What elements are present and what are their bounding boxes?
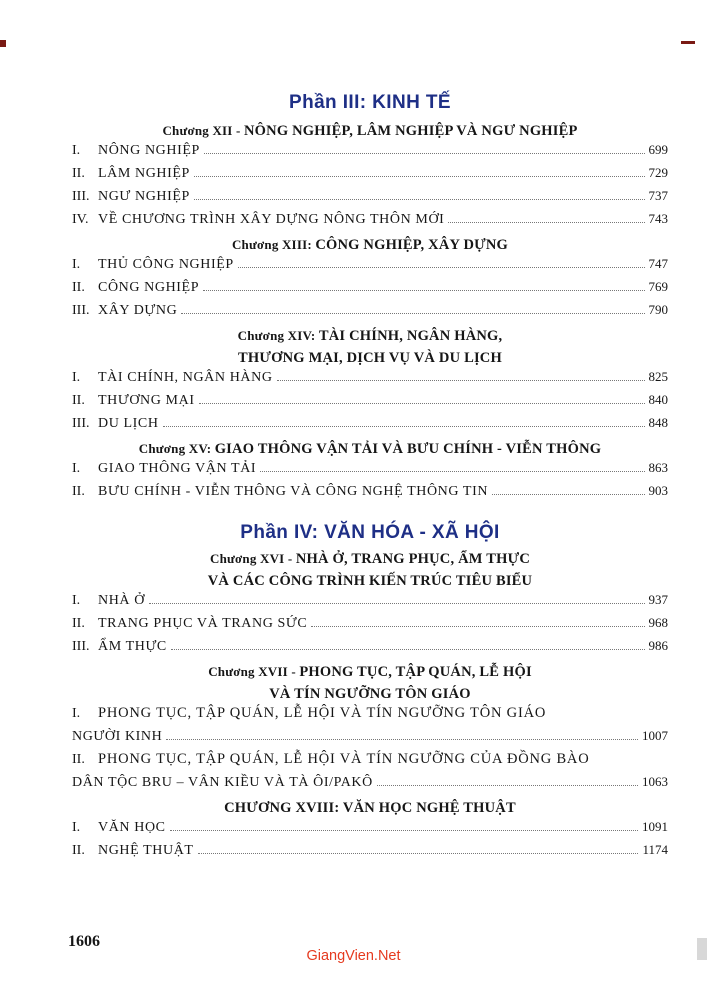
toc-entry[interactable] — [72, 279, 668, 302]
entry-number: II. — [72, 616, 85, 631]
entry-number: II. — [72, 280, 85, 295]
chapter-title: VÀ CÁC CÔNG TRÌNH KIẾN TRÚC TIÊU BIỂU — [207, 573, 533, 589]
chapter-title: VÀ TÍN NGƯỠNG TÔN GIÁO — [269, 686, 471, 702]
entry-number: I. — [72, 370, 81, 385]
entry-page-number: 699 — [648, 142, 668, 157]
entry-page-number: 903 — [648, 483, 668, 498]
entry-number: I. — [72, 593, 81, 608]
toc-entry[interactable] — [72, 592, 668, 615]
chapter-title: TÀI CHÍNH, NGÂN HÀNG, — [318, 328, 503, 344]
entry-number: II. — [72, 166, 85, 181]
toc-entry[interactable] — [72, 483, 668, 506]
entry-title: VỀ CHƯƠNG TRÌNH XÂY DỰNG NÔNG THÔN MỚI — [98, 212, 445, 227]
entry-title: LÂM NGHIỆP — [98, 166, 190, 181]
dot-leader — [198, 853, 639, 854]
entry-page-number: 747 — [648, 256, 668, 271]
dot-leader — [181, 313, 644, 314]
toc-entry[interactable] — [72, 460, 668, 483]
entry-page-number: 1007 — [642, 728, 668, 743]
toc-entry[interactable] — [72, 819, 668, 842]
entry-number: I. — [72, 461, 81, 476]
chapter-title: CÔNG NGHIỆP, XÂY DỰNG — [315, 237, 509, 253]
entry-number: I. — [72, 143, 81, 158]
entry-title: VĂN HỌC — [98, 820, 166, 835]
entry-title: NGƯ NGHIỆP — [98, 189, 190, 204]
dot-leader — [238, 267, 645, 268]
chapter-number: Chương XVI - — [210, 551, 296, 566]
page-edge-mark-right — [681, 41, 695, 44]
entry-page-number: 1091 — [642, 819, 668, 834]
entry-page-number: 729 — [648, 165, 668, 180]
dot-leader — [492, 494, 644, 495]
toc-entry[interactable] — [72, 256, 668, 279]
chapter-title: THƯƠNG MẠI, DỊCH VỤ VÀ DU LỊCH — [238, 350, 502, 366]
entry-number: III. — [72, 639, 90, 654]
entry-title: NHÀ Ở — [98, 593, 145, 608]
chapter-title: NÔNG NGHIỆP, LÂM NGHIỆP VÀ NGƯ NGHIỆP — [244, 123, 578, 139]
toc-entry[interactable] — [72, 142, 668, 165]
entry-page-number: 825 — [648, 369, 668, 384]
chapter-heading-continued — [72, 347, 668, 369]
chapter-heading-continued — [72, 570, 668, 592]
part-title: Phần III: KINH TẾ — [289, 92, 451, 113]
dot-leader — [448, 222, 644, 223]
entry-title: GIAO THÔNG VẬN TẢI — [98, 461, 257, 476]
entry-number: II. — [72, 843, 85, 858]
entry-title: THỦ CÔNG NGHIỆP — [98, 257, 234, 272]
dot-leader — [199, 403, 645, 404]
toc-entry[interactable] — [72, 751, 668, 774]
dot-leader — [166, 739, 638, 740]
entry-page-number: 968 — [648, 615, 668, 630]
page-number: 1606 — [68, 933, 100, 950]
table-of-contents — [72, 90, 668, 865]
toc-entry-continued[interactable] — [72, 774, 668, 797]
entry-title: PHONG TỤC, TẬP QUÁN, LỄ HỘI VÀ TÍN NGƯỠNG TÔN GIÁO — [98, 705, 547, 721]
entry-title: XÂY DỰNG — [98, 303, 178, 318]
entry-page-number: 937 — [648, 592, 668, 607]
entry-number: II. — [72, 484, 85, 499]
toc-entry[interactable] — [72, 392, 668, 415]
chapter-number: Chương XVII - — [208, 664, 300, 679]
page-edge-mark-left — [0, 40, 6, 47]
entry-title: TRANG PHỤC VÀ TRANG SỨC — [98, 616, 308, 631]
chapter-heading-continued — [72, 683, 668, 705]
chapter-heading — [72, 661, 668, 683]
dot-leader — [171, 649, 645, 650]
entry-title: DU LỊCH — [98, 416, 159, 431]
entry-title: DÂN TỘC BRU – VÂN KIỀU VÀ TÀ ÔI/PAKÔ — [72, 775, 373, 790]
entry-page-number: 986 — [648, 638, 668, 653]
entry-number: II. — [72, 393, 85, 408]
entry-number: II. — [72, 752, 85, 767]
entry-page-number: 737 — [648, 188, 668, 203]
entry-title: ẨM THỰC — [98, 639, 167, 654]
entry-page-number: 743 — [648, 211, 668, 226]
entry-number: I. — [72, 706, 81, 721]
watermark: GiangVien.Net — [306, 948, 401, 964]
entry-number: III. — [72, 189, 90, 204]
entry-title: PHONG TỤC, TẬP QUÁN, LỄ HỘI VÀ TÍN NGƯỠNG CỦA ĐỒNG BÀO — [98, 751, 590, 767]
part-title: Phần IV: VĂN HÓA - XÃ HỘI — [240, 522, 500, 543]
chapter-heading — [72, 438, 668, 460]
dot-leader — [377, 785, 638, 786]
chapter-number: Chương XV: — [138, 441, 215, 456]
toc-entry-continued[interactable] — [72, 728, 668, 751]
toc-entry[interactable] — [72, 165, 668, 188]
dot-leader — [203, 290, 644, 291]
chapter-heading — [72, 120, 668, 142]
entry-title: NÔNG NGHIỆP — [98, 143, 200, 158]
entry-page-number: 790 — [648, 302, 668, 317]
dot-leader — [163, 426, 645, 427]
dot-leader — [170, 830, 638, 831]
dot-leader — [311, 626, 644, 627]
entry-title: NGHỆ THUẬT — [98, 843, 194, 858]
entry-number: III. — [72, 303, 90, 318]
toc-entry[interactable] — [72, 842, 668, 865]
chapter-title: GIAO THÔNG VẬN TẢI VÀ BƯU CHÍNH - VIỄN THÔNG — [214, 441, 602, 457]
entry-page-number: 863 — [648, 460, 668, 475]
entry-page-number: 848 — [648, 415, 668, 430]
dot-leader — [204, 153, 645, 154]
entry-number: I. — [72, 820, 81, 835]
toc-entry[interactable] — [72, 211, 668, 234]
toc-entry[interactable] — [72, 705, 668, 728]
entry-title: TÀI CHÍNH, NGÂN HÀNG — [98, 370, 273, 385]
chapter-heading — [72, 325, 668, 347]
dot-leader — [260, 471, 644, 472]
entry-title: CÔNG NGHIỆP — [98, 280, 200, 295]
entry-title: NGƯỜI KINH — [72, 729, 163, 744]
toc-entry[interactable] — [72, 302, 668, 325]
chapter-title: CHƯƠNG XVIII: VĂN HỌC NGHỆ THUẬT — [224, 800, 516, 816]
dot-leader — [194, 176, 645, 177]
dot-leader — [277, 380, 645, 381]
toc-entry[interactable] — [72, 415, 668, 438]
dot-leader — [149, 603, 645, 604]
entry-number: IV. — [72, 212, 89, 227]
entry-title: THƯƠNG MẠI — [98, 393, 195, 408]
toc-entry[interactable] — [72, 188, 668, 211]
dot-leader — [194, 199, 645, 200]
chapter-number: Chương XIV: — [237, 328, 319, 343]
entry-number: III. — [72, 416, 90, 431]
toc-entry[interactable] — [72, 638, 668, 661]
entry-page-number: 1063 — [642, 774, 668, 789]
toc-entry[interactable] — [72, 369, 668, 392]
entry-page-number: 840 — [648, 392, 668, 407]
chapter-title: PHONG TỤC, TẬP QUÁN, LỄ HỘI — [299, 664, 532, 680]
chapter-number: Chương XII - — [162, 123, 244, 138]
chapter-heading — [72, 797, 668, 819]
entry-page-number: 769 — [648, 279, 668, 294]
chapter-heading — [72, 234, 668, 256]
entry-number: I. — [72, 257, 81, 272]
entry-title: BƯU CHÍNH - VIỄN THÔNG VÀ CÔNG NGHỆ THÔNG TIN — [98, 484, 489, 499]
entry-page-number: 1174 — [642, 842, 668, 857]
chapter-heading — [72, 548, 668, 570]
chapter-title: NHÀ Ở, TRANG PHỤC, ẨM THỰC — [295, 551, 530, 567]
toc-entry[interactable] — [72, 615, 668, 638]
chapter-number: Chương XIII: — [231, 237, 316, 252]
